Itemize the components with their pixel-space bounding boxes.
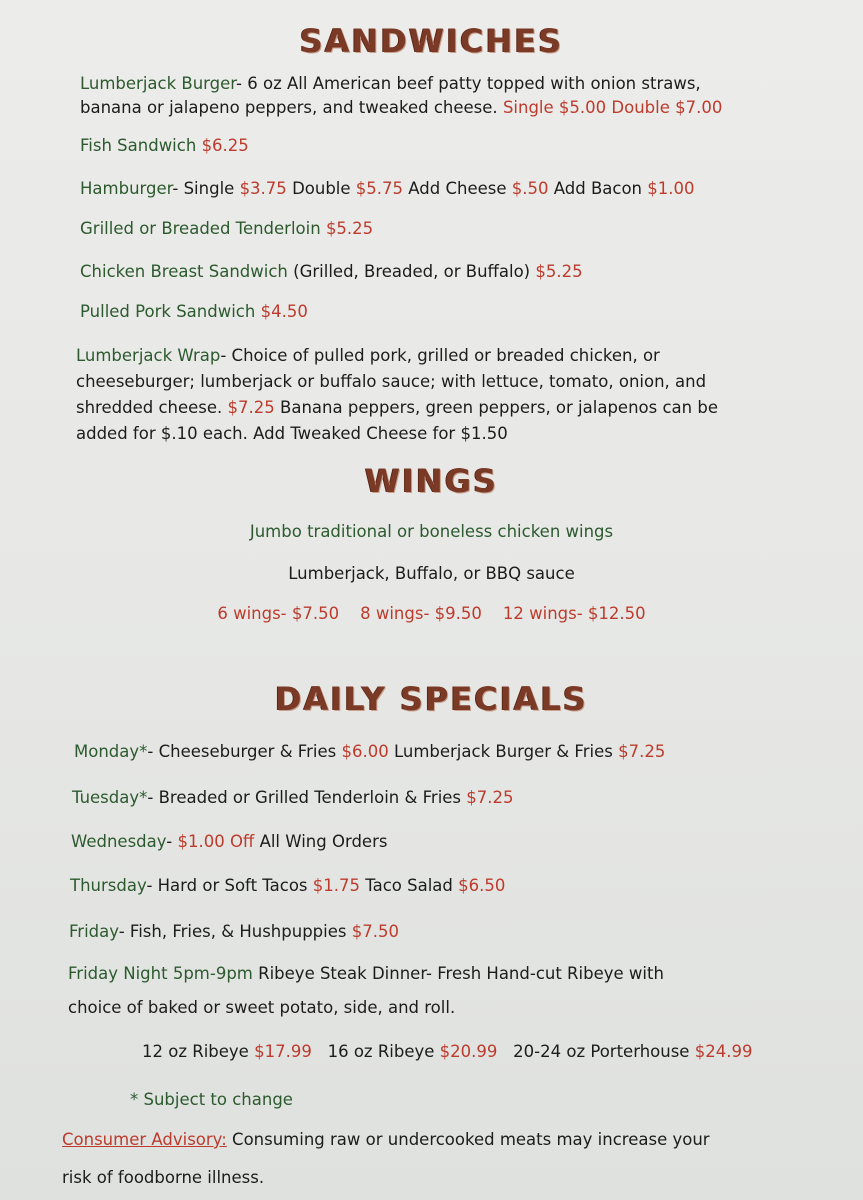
- lumberjack-wrap-desc-5: added for $.10 each. Add Tweaked Cheese for $1.50: [76, 424, 508, 443]
- lumberjack-burger-desc: - 6 oz All American beef patty topped with onion straws,: [236, 74, 701, 93]
- tenderloin-name: Grilled or Breaded Tenderloin: [80, 219, 321, 238]
- hamburger-double-price: $5.75: [355, 179, 404, 198]
- pulled-pork-line: [80, 300, 308, 324]
- subject-to-change-note: * Subject to change: [130, 1090, 293, 1109]
- wings-sauces: Lumberjack, Buffalo, or BBQ sauce: [288, 564, 575, 583]
- tuesday-special: [72, 786, 514, 810]
- hamburger-bacon-price: $1.00: [647, 179, 695, 198]
- hamburger-single-price: $3.75: [239, 179, 287, 198]
- thursday-price-b: $6.50: [458, 876, 506, 895]
- lumberjack-wrap-desc-3: shredded cheese.: [76, 398, 223, 417]
- friday-night-label: Friday Night 5pm-9pm: [68, 964, 253, 983]
- thursday-item-b: Taco Salad: [365, 876, 453, 895]
- sandwiches-heading: SANDWICHES: [299, 22, 564, 60]
- hamburger-line: [80, 177, 695, 201]
- tuesday-label: Tuesday*: [72, 788, 148, 807]
- wings-prices: [0, 602, 863, 626]
- monday-price-a: $6.00: [341, 742, 389, 761]
- friday-special: [69, 920, 399, 944]
- advisory-title: Consumer Advisory:: [62, 1130, 227, 1149]
- friday-price: $7.50: [351, 922, 399, 941]
- friday-night-line-2: [68, 996, 455, 1020]
- steak-prices: [142, 1040, 752, 1064]
- hamburger-cheese-price: $.50: [511, 179, 549, 198]
- lumberjack-wrap-line-3: [76, 396, 718, 420]
- hamburger-single-label: - Single: [172, 179, 235, 198]
- thursday-special: [70, 874, 505, 898]
- tuesday-item: - Breaded or Grilled Tenderloin & Fries: [147, 788, 462, 807]
- porterhouse-price: $24.99: [694, 1042, 753, 1061]
- chicken-breast-line: [80, 260, 583, 284]
- advisory-text-2: risk of foodborne illness.: [62, 1168, 265, 1187]
- daily-specials-heading: DAILY SPECIALS: [275, 680, 588, 718]
- hamburger-double-label: Double: [292, 179, 351, 198]
- lumberjack-wrap-desc-4: Banana peppers, green peppers, or jalapenos can be: [280, 398, 718, 417]
- friday-item: - Fish, Fries, & Hushpuppies: [118, 922, 347, 941]
- lumberjack-burger-prices: Single $5.00 Double $7.00: [502, 98, 723, 117]
- friday-label: Friday: [69, 922, 119, 941]
- hamburger-bacon-label: Add Bacon: [553, 179, 642, 198]
- wings-price-6: 6 wings- $7.50: [217, 604, 340, 623]
- tuesday-price: $7.25: [466, 788, 514, 807]
- hamburger-name: Hamburger: [80, 179, 173, 198]
- friday-night-desc-2: choice of baked or sweet potato, side, and roll.: [68, 998, 456, 1017]
- monday-special: [74, 740, 665, 764]
- thursday-label: Thursday: [70, 876, 147, 895]
- fish-sandwich-price: $6.25: [201, 136, 249, 155]
- lumberjack-burger-desc-2: banana or jalapeno peppers, and tweaked cheese.: [80, 98, 498, 117]
- friday-night-desc-1: Ribeye Steak Dinner- Fresh Hand-cut Ribeye with: [258, 964, 664, 983]
- lumberjack-wrap-desc-2: cheeseburger; lumberjack or buffalo sauce; with lettuce, tomato, onion, and: [76, 372, 707, 391]
- tenderloin-price: $5.25: [325, 219, 374, 238]
- advisory-text-1: Consuming raw or undercooked meats may increase your: [226, 1130, 710, 1149]
- thursday-item-a: - Hard or Soft Tacos: [146, 876, 308, 895]
- thursday-price-a: $1.75: [312, 876, 361, 895]
- wednesday-label: Wednesday: [71, 832, 167, 851]
- wings-heading: WINGS: [364, 462, 499, 500]
- wings-price-8: 8 wings- $9.50: [360, 604, 482, 623]
- advisory-line-2: [62, 1166, 264, 1190]
- monday-item-b: Lumberjack Burger & Fries: [393, 742, 613, 761]
- ribeye-12-price: $17.99: [254, 1042, 312, 1061]
- ribeye-16-label: 16 oz Ribeye: [327, 1042, 435, 1061]
- wings-description: Jumbo traditional or boneless chicken wings: [249, 522, 614, 541]
- lumberjack-wrap-desc-1: - Choice of pulled pork, grilled or breaded chicken, or: [220, 346, 660, 365]
- monday-price-b: $7.25: [618, 742, 666, 761]
- pulled-pork-name: Pulled Pork Sandwich: [80, 302, 256, 321]
- advisory-line-1: [62, 1128, 710, 1152]
- lumberjack-wrap-name: Lumberjack Wrap: [76, 346, 221, 365]
- monday-label: Monday*: [74, 742, 148, 761]
- lumberjack-wrap-line-1: [76, 344, 660, 368]
- ribeye-12-label: 12 oz Ribeye: [142, 1042, 249, 1061]
- fish-sandwich-name: Fish Sandwich: [80, 136, 197, 155]
- chicken-breast-options: (Grilled, Breaded, or Buffalo): [293, 262, 531, 281]
- fish-sandwich-line: [80, 134, 249, 158]
- tenderloin-line: [80, 217, 373, 241]
- lumberjack-burger-name: Lumberjack Burger: [80, 74, 237, 93]
- pulled-pork-price: $4.50: [260, 302, 308, 321]
- lumberjack-wrap-price: $7.25: [227, 398, 275, 417]
- friday-night-line-1: [68, 962, 664, 986]
- chicken-breast-price: $5.25: [535, 262, 583, 281]
- lumberjack-burger-line-1: [80, 72, 701, 96]
- wednesday-discount: $1.00 Off: [177, 832, 255, 851]
- lumberjack-burger-line-2: [80, 96, 722, 120]
- porterhouse-label: 20-24 oz Porterhouse: [513, 1042, 690, 1061]
- wednesday-item: All Wing Orders: [259, 832, 388, 851]
- hamburger-cheese-label: Add Cheese: [408, 179, 507, 198]
- wings-price-12: 12 wings- $12.50: [502, 604, 646, 623]
- chicken-breast-name: Chicken Breast Sandwich: [80, 262, 288, 281]
- lumberjack-wrap-line-4: [76, 422, 508, 446]
- lumberjack-wrap-line-2: [76, 370, 706, 394]
- ribeye-16-price: $20.99: [439, 1042, 498, 1061]
- wednesday-dash: -: [166, 832, 173, 851]
- monday-item-a: - Cheeseburger & Fries: [147, 742, 337, 761]
- wednesday-special: [71, 830, 387, 854]
